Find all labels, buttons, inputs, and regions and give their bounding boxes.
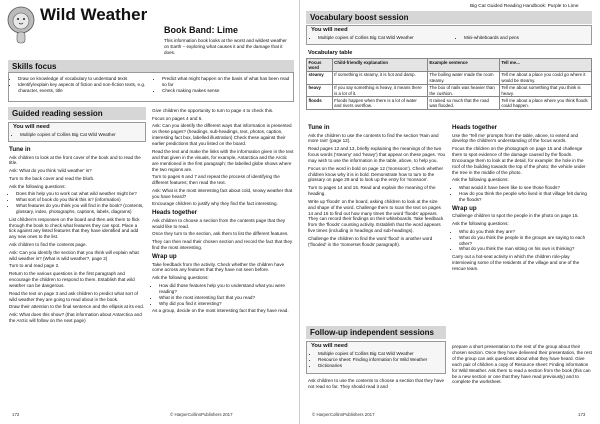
paragraph: Once they turn to the section, ask them to list the different features. — [152, 231, 289, 237]
skills-focus-heading: Skills focus — [8, 60, 294, 72]
table-cell: heavy — [307, 84, 333, 97]
table-cell: floods — [307, 97, 333, 110]
paragraph: Ask: What does this show? (that information about Antarctica and the Arctic will follow on the next page) — [9, 311, 142, 323]
table-cell: If something is steamy, it is hot and damp. — [332, 71, 427, 84]
vocab-table-title: Vocabulary table — [308, 50, 353, 56]
table-row — [307, 97, 592, 110]
paragraph: List children's responses on the board and then ask them to flick through the book to check what features they can spot. Place a tick against any listed features that they have identified and add any new ones to the list. — [9, 216, 140, 240]
right-column-2 — [452, 122, 592, 274]
paragraph: Ask the children to use the contents to find the section 'Rain and more rain' (page 12). — [308, 132, 439, 144]
lion-mascot-icon — [6, 5, 36, 45]
paragraph: Ask the following questions: — [9, 183, 66, 189]
question-item: • Who do you think they are? — [459, 229, 592, 235]
page-number: 173 — [578, 412, 586, 417]
book-band: Book Band: Lime — [164, 25, 239, 35]
paragraph: Read pages 12 and 13, briefly explaining the meanings of the two focus words ('steamy' and 'heavy') that appear on these pages. You may wish to use the information in the table, above, to help you. — [308, 146, 446, 163]
paragraph: Focus the children on the photograph on page 15 and challenge them to spot evidence of the damage caused by the floods. Encourage them to look at the detail, for example: the hole in the roof of the building towards the top of the photo; the vehicle under the tree in the middle of the photo. — [452, 146, 586, 175]
guided-reading-heading: Guided reading session — [8, 107, 146, 120]
question-item: • What is the most interesting fact that you read? — [159, 295, 294, 301]
follow-up-text-1: Ask children to use the contents to choose a section that they have not read so far. They should read it and — [308, 378, 445, 389]
need-item: • Resource sheet: Finding information for Wild Weather — [318, 357, 441, 363]
paragraph: Ask the following questions: — [452, 221, 509, 227]
question-item: • Does this help you to work out what wild weather might be? — [16, 191, 145, 197]
paragraph: Focus on pages 4 and 5. — [152, 115, 203, 121]
question-item: • What sort of book do you think this is? (information) — [16, 197, 145, 203]
paragraph: Give children the opportunity to turn to page 4 to check this. — [152, 108, 274, 113]
paragraph: Carry out a hot-seat activity in which the children role-play interviewing some of the residents of the village and one of the rescue team. — [452, 254, 580, 271]
paragraph: Turn to and read page 2. — [9, 263, 60, 269]
paragraph: Read the text on page 3 and ask children to predict what sort of wild weather they are going to read about in the book. — [9, 290, 138, 302]
table-header: Child-friendly explanation — [332, 59, 427, 72]
wrap-up-heading: Wrap up — [452, 204, 477, 212]
heads-together-heading: Heads together — [452, 124, 498, 131]
table-cell: The boiling water made the room steamy. — [427, 71, 499, 84]
skills-item: • Draw on knowledge of vocabulary to understand texts — [18, 76, 158, 82]
right-page — [300, 0, 600, 424]
paragraph: As a group, decide on the most interesting fact that they have read. — [152, 308, 289, 314]
table-cell: Tell me about a place you could go where it would be steamy. — [499, 71, 591, 84]
follow-up-you-will-need-box — [306, 341, 446, 374]
follow-up-text-2: prepare a short presentation to the rest of the group about their chosen section. Once they have delivered their presentation, the rest of the group can ask questions about what they have heard. Give each pair of children a copy of Resource sheet: Finding information for Wild Weather. Ask them to read a section from the book (this can be a new section or one that they have read previously) and to complete the worksheet. — [452, 344, 592, 385]
page-title: Wild Weather — [40, 5, 148, 24]
vocab-table — [306, 58, 592, 110]
paragraph: Draw their attention to the final sentence and the ellipsis at its end. — [9, 304, 145, 310]
left-column-2 — [152, 108, 294, 316]
tune-in-heading: Tune in — [9, 146, 31, 153]
table-cell: If you say something is heavy, it means there is a lot of it. — [332, 84, 427, 97]
page-number: 172 — [12, 412, 20, 417]
question-item: • What do you think the people in the groups are saying to each other? — [459, 235, 592, 247]
need-item: • Mini-whiteboards and pens — [464, 35, 594, 41]
paragraph: Turn to the back cover and read the blurb. — [9, 175, 95, 181]
question-item: • How did those features help you to understand what you were reading? — [159, 283, 294, 295]
paragraph: Ask children to look at the front cover of the book and to read the title. — [9, 154, 141, 166]
paragraph: Ask: What do you think 'wild weather' is? — [9, 168, 92, 174]
question-item: • How do you think the people who lived in that village felt during the floods? — [459, 191, 592, 203]
need-item: • Dictionaries — [318, 363, 441, 369]
paragraph: Ask: Can you identify the section that you think will explain what wild weather is? (What is wild weather?, page 2) — [9, 249, 139, 261]
skills-focus-box — [8, 72, 294, 102]
left-column-1 — [9, 144, 145, 326]
heads-together-heading: Heads together — [152, 209, 198, 217]
copyright: © HarperCollinsPublishers 2017 — [170, 412, 233, 417]
paragraph: Ask children to find the contents page. — [9, 242, 87, 248]
question-item: • Why did you find it interesting? — [159, 301, 294, 307]
right-column-1 — [308, 122, 446, 250]
paragraph: Encourage children to justify why they find the fact interesting. — [152, 201, 278, 207]
wrap-up-heading: Wrap up — [152, 253, 177, 260]
paragraph: Focus on the word in bold on page 12 ('monsoon'). Check whether children know why it is in bold. Demonstrate how to turn to the glossary on page 29 and to look up the entry for 'monsoon'. — [308, 165, 444, 183]
skills-item: • Identify/explain key aspects of fiction and non-fiction texts, e.g. character, events, title — [18, 82, 158, 94]
table-header: Example sentence — [427, 59, 499, 72]
table-cell: It rained so much that the road was flooded. — [427, 97, 499, 110]
skills-item: • Predict what might happen on the basis of what has been read so far — [162, 76, 294, 88]
you-will-need-heading: You will need — [311, 343, 348, 349]
skills-item: • Check making makes sense — [162, 88, 294, 94]
table-cell: Floods happen when there is a lot of water and rivers overflow. — [332, 97, 427, 110]
paragraph: Ask children to choose a section from the contents page that they would like to read. — [152, 217, 286, 229]
table-cell: steamy — [307, 71, 333, 84]
you-will-need-heading: You will need — [311, 27, 348, 33]
tune-in-heading: Tune in — [308, 124, 330, 131]
paragraph: They can then read their chosen section and record the fact that they find the most interesting. — [152, 239, 293, 251]
paragraph: Turn to pages 14 and 15. Read and explain the meaning of the heading. — [308, 185, 436, 197]
paragraph: Challenge the children to find the word 'flood' in another word ('flooded' in the 'Somerset floods' paragraph). — [308, 235, 433, 247]
paragraph: Ask the following questions: — [152, 275, 209, 281]
paragraph: Ask: What is the most interesting fact about cold, snowy weather that you have heard? — [152, 187, 293, 199]
paragraph: Use the 'Tell me' prompts from the table, above, to extend and develop the children's understanding of the focus words. — [452, 132, 579, 144]
follow-up-heading: Follow-up independent sessions — [306, 326, 446, 339]
question-item: • What do you think the man sitting on his own is thinking? — [459, 246, 592, 252]
need-item: • Multiple copies of Collins Big Cat Wild Weather — [20, 132, 141, 138]
paragraph: Challenge children to spot the people in the photo on page 15. — [452, 213, 579, 219]
paragraph: Read the text and make the links with the information given in the text and that given in the visuals, for example, Antarctica and the Arctic are mentioned in the first paragraph; the labelled globe shows where the two regions are. — [152, 148, 294, 172]
table-row — [307, 71, 592, 84]
table-header: Tell me... — [499, 59, 591, 72]
copyright: © HarperCollinsPublishers 2017 — [312, 412, 375, 417]
paragraph: Ask: Can you identify the different ways that information is presented on these pages? (headings, sub-headings, text, photos, caption, interesting fact box, labelled illustration) Check these against their earlier predictions that you listed on the board. — [152, 123, 292, 147]
paragraph: Take feedback from the activity. Check whether the children have come across any features that they have not seen before. — [152, 261, 285, 273]
question-item: • What features do you think you will find in the book? (contents, glossary, index, photographs, captions, labels, diagrams) — [16, 203, 145, 215]
intro-text: This information book looks at the worst and wildest weather on Earth – exploring what causes it and the damage that it does. — [164, 38, 287, 55]
need-item: • Multiple copies of Collins Big Cat Wild Weather — [318, 351, 441, 357]
table-cell: Tell me about a place where you think floods could happen. — [499, 97, 591, 110]
table-cell: Tell me about something that you think is heavy. — [499, 84, 591, 97]
vocab-heading: Vocabulary boost session — [306, 11, 592, 24]
vocab-you-will-need-box — [306, 25, 592, 45]
paragraph: Turn to pages 6 and 7 and repeat the process of identifying the different features; then read the text. — [152, 174, 280, 186]
table-header: Focus word — [307, 59, 333, 72]
paragraph: Write up 'floods' on the board, asking children to look at the size and shape of the word. Challenge them to scan the text on pages 14 and 15 to find out how many times the word 'floods' appears. They can record their findings on their whiteboards. Take feedback from the 'floods' counting activity. Establish that the word appears five times (including in headings and sub-headings). — [308, 198, 444, 234]
you-will-need-heading: You will need — [13, 124, 50, 130]
you-will-need-box — [8, 122, 146, 142]
question-item: • What would it have been like to see those floods? — [459, 185, 592, 191]
table-row — [307, 84, 592, 97]
handbook-title: Big Cat Guided Reading Handbook: Purple to Lime — [470, 4, 579, 9]
paragraph: Ask the following questions: — [452, 177, 509, 183]
paragraph: Return to the various questions in the first paragraph and encourage the children to respond to them. Establish that wild weather can be dangerous. — [9, 271, 135, 288]
table-cell: The box of nails was heavier than the cushion. — [427, 84, 499, 97]
need-item: • Multiple copies of Collins Big Cat Wild Weather — [318, 35, 458, 41]
